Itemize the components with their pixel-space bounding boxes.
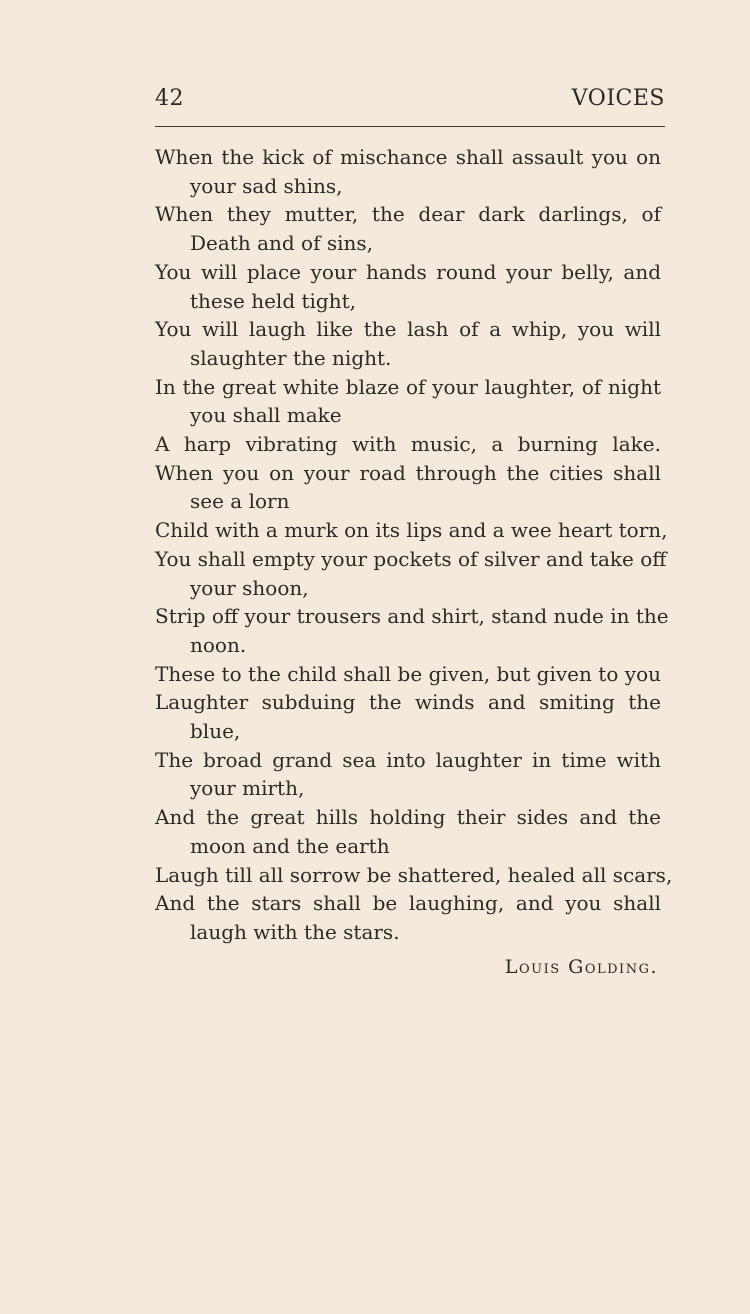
poem-line: your sad shins, [190,173,343,198]
poem-line: blue, [190,719,241,744]
poem-line: These to the child shall be given, but given to you [155,661,661,686]
poem-line: A harp vibrating with music, a burning lake. [155,432,661,457]
poem-line: You shall empty your pockets of silver and take off [155,546,667,571]
poem-line: And the great hills holding their sides and the [155,805,661,830]
poem-line: The broad grand sea into laughter in time with [155,747,661,772]
poem-line: slaughter the night. [190,345,392,370]
poem-line: your mirth, [190,776,305,801]
poem-line: your shoon, [190,575,309,600]
poem-body [155,143,673,947]
poem-line: Laughter subduing the winds and smiting the [155,690,661,715]
poem-line: When you on your road through the cities shall [155,460,661,485]
poem-line: When they mutter, the dear dark darlings, of [155,202,661,227]
poem-line: moon and the earth [190,833,390,858]
running-title: VOICES [571,86,665,111]
header-rule [155,126,665,127]
poem-line: Laugh till all sorrow be shattered, healed all scars, [155,862,673,887]
poem-line: Child with a murk on its lips and a wee heart torn, [155,518,668,543]
poem-line: you shall make [190,403,342,428]
poem-line: You will laugh like the lash of a whip, you will [155,317,661,342]
author-signature: Louis Golding. [504,956,658,978]
poem-line: Death and of sins, [190,231,373,256]
poem-line: In the great white blaze of your laughter, of night [155,374,661,399]
poem-line: noon. [190,632,247,657]
poem-line: Strip off your trousers and shirt, stand nude in the [155,604,669,629]
poem-line: When the kick of mischance shall assault you on [155,145,661,169]
poem-line: see a lorn [190,489,290,514]
page-number: 42 [155,86,184,111]
poem-line: these held tight, [190,288,356,313]
poem-line: And the stars shall be laughing, and you shall [155,891,661,916]
poem-line: You will place your hands round your belly, and [155,259,661,284]
poem-line: laugh with the stars. [190,919,400,944]
running-head [155,86,665,111]
